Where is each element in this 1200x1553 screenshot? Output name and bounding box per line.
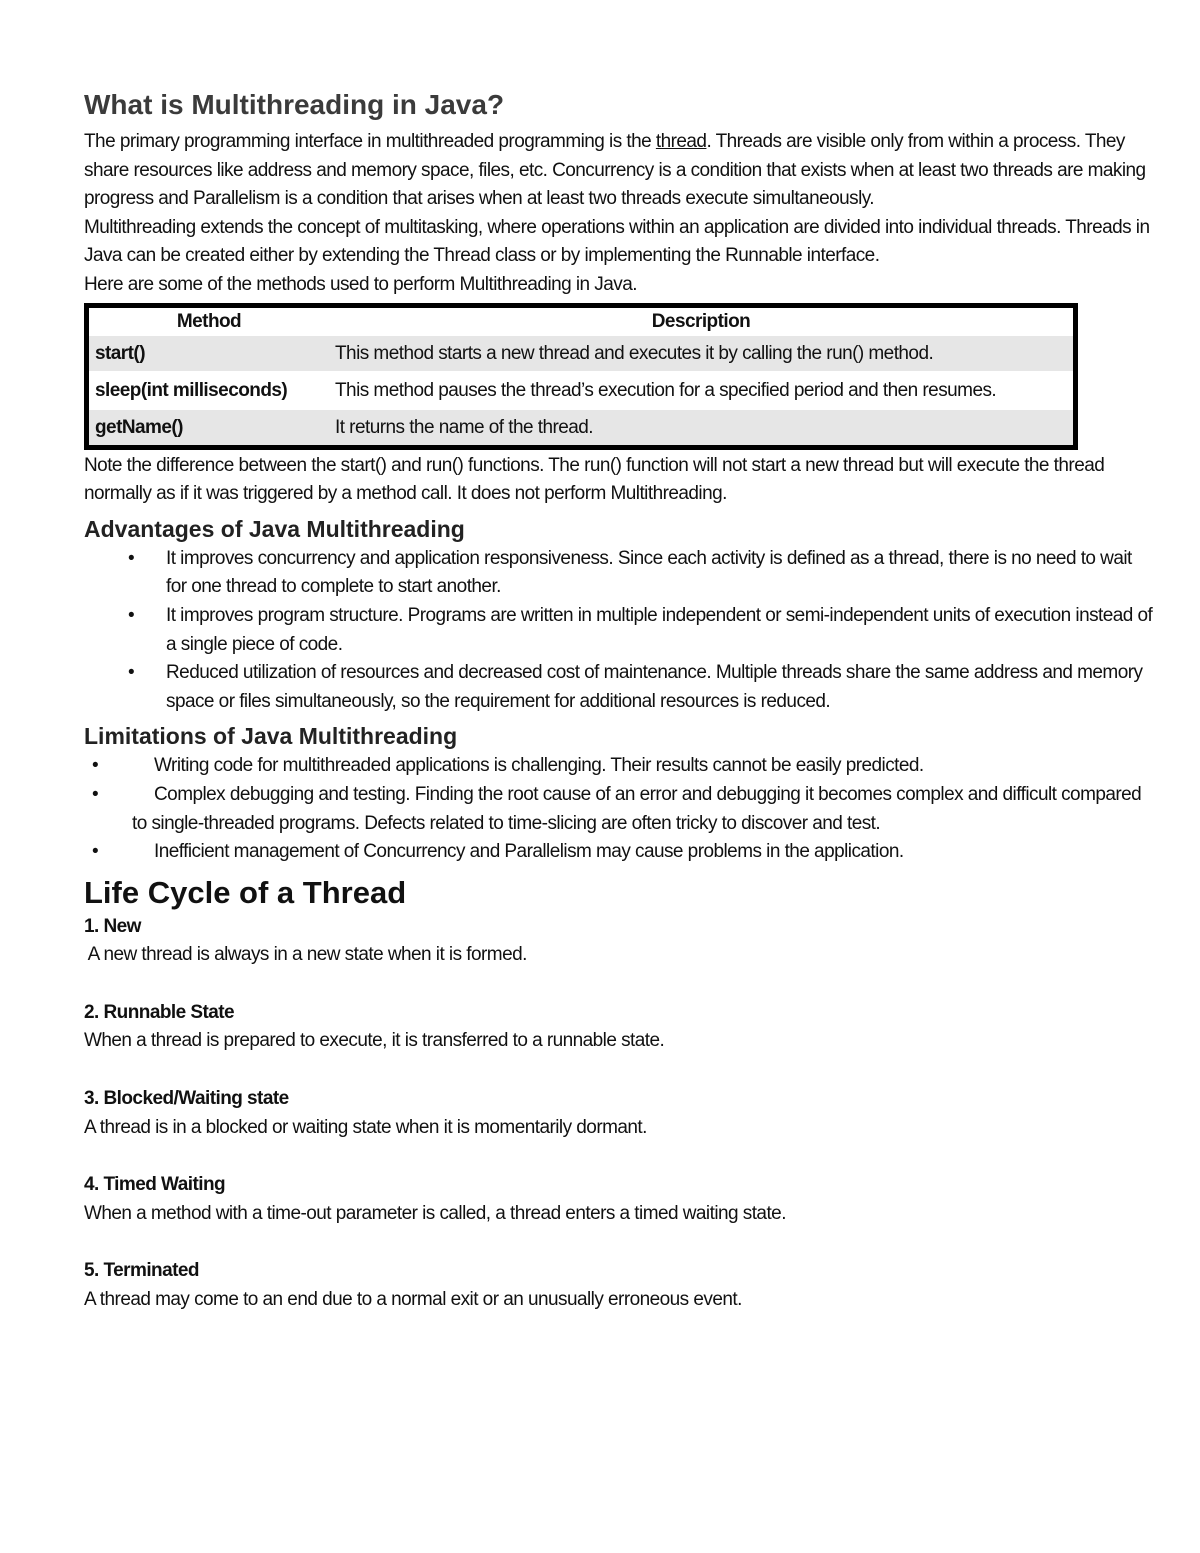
limitations-heading: Limitations of Java Multithreading xyxy=(84,723,458,750)
intro-paragraph-1 xyxy=(84,128,1156,214)
list-item xyxy=(84,752,1156,781)
stage-text: When a method with a time-out parameter is called, a thread enters a timed waiting state. xyxy=(84,1202,786,1224)
bullet-icon: • xyxy=(92,783,99,805)
method-cell: getName() xyxy=(89,409,329,445)
list-item-text: It improves program structure. Programs are written in multiple independent or semi-independent units of execution instead of a single piece of code. xyxy=(166,604,1153,655)
method-cell: start() xyxy=(89,336,329,372)
stage-text: When a thread is prepared to execute, it is transferred to a runnable state. xyxy=(84,1030,665,1052)
thread-link[interactable]: thread xyxy=(655,131,707,152)
stage-text: A new thread is always in a new state when it is formed. xyxy=(84,944,527,966)
limitations-list xyxy=(84,752,1156,866)
bullet-icon: • xyxy=(128,547,135,569)
bullet-icon: • xyxy=(128,604,135,626)
list-item xyxy=(84,781,1156,838)
header-method: Method xyxy=(89,308,329,336)
table-row xyxy=(89,372,1073,409)
stage-title: 4. Timed Waiting xyxy=(84,1174,226,1196)
list-item xyxy=(84,838,1156,867)
bullet-icon: • xyxy=(92,841,99,863)
stage-text: A thread is in a blocked or waiting state when it is momentarily dormant. xyxy=(84,1116,647,1138)
intro-text-after: . Threads are visible only from within a process. They share resources like address and memory space, files, etc. Concurrency is a condition that exists when at least two threads are making progress and Parallelism is a condition that arises when at least two threads execute simultaneously. xyxy=(84,131,1146,210)
list-item xyxy=(84,545,1156,602)
stage-title: 2. Runnable State xyxy=(84,1001,235,1023)
table-row xyxy=(89,409,1073,445)
advantages-heading: Advantages of Java Multithreading xyxy=(84,515,465,542)
lifecycle-heading: Life Cycle of a Thread xyxy=(84,874,407,910)
header-description: Description xyxy=(329,308,1073,336)
intro-text-before: The primary programming interface in multithreaded programming is the xyxy=(84,131,656,152)
stage-text: A thread may come to an end due to a normal exit or an unusually erroneous event. xyxy=(84,1289,742,1311)
list-item xyxy=(84,659,1156,716)
bullet-icon: • xyxy=(92,755,99,777)
methods-table xyxy=(84,303,1078,450)
table-header-row xyxy=(89,308,1073,336)
description-cell: This method pauses the thread’s execution for a specified period and then resumes. xyxy=(329,372,1073,409)
intro-paragraph-3: Here are some of the methods used to perform Multithreading in Java. xyxy=(84,273,637,295)
table-row xyxy=(89,336,1073,372)
stage-title: 5. Terminated xyxy=(84,1260,199,1282)
intro-paragraph-2: Multithreading extends the concept of multitasking, where operations within an application are divided into individual threads. Threads in Java can be created either by extending the Thread class or by implementing the Runnable interface. xyxy=(84,216,1150,267)
stage-title: 1. New xyxy=(84,915,141,937)
method-cell: sleep(int milliseconds) xyxy=(89,372,329,409)
note-paragraph: Note the difference between the start() and run() functions. The run() function will not start a new thread but will execute the thread normally as if it was triggered by a method call. It does not perform Multithreading. xyxy=(84,454,1105,505)
list-item-text: It improves concurrency and application responsiveness. Since each activity is defined as a thread, there is no need to wait for one thread to complete to start another. xyxy=(166,547,1132,598)
stage-title: 3. Blocked/Waiting state xyxy=(84,1088,289,1110)
list-item xyxy=(84,602,1156,659)
list-item-text: Complex debugging and testing. Finding the root cause of an error and debugging it becomes complex and difficult compared to single-threaded programs. Defects related to time-slicing are often tricky to discover and test. xyxy=(132,783,1142,834)
description-cell: This method starts a new thread and executes it by calling the run() method. xyxy=(329,336,1073,372)
list-item-text: Writing code for multithreaded applications is challenging. Their results cannot be easily predicted. xyxy=(154,755,924,777)
list-item-text: Reduced utilization of resources and decreased cost of maintenance. Multiple threads share the same address and memory space or files simultaneously, so the requirement for additional resources is reduced. xyxy=(166,662,1143,712)
bullet-icon: • xyxy=(128,662,135,684)
description-cell: It returns the name of the thread. xyxy=(329,409,1073,445)
advantages-list xyxy=(84,545,1156,717)
list-item-text: Inefficient management of Concurrency and Parallelism may cause problems in the application. xyxy=(154,841,904,863)
page-title: What is Multithreading in Java? xyxy=(84,89,505,120)
